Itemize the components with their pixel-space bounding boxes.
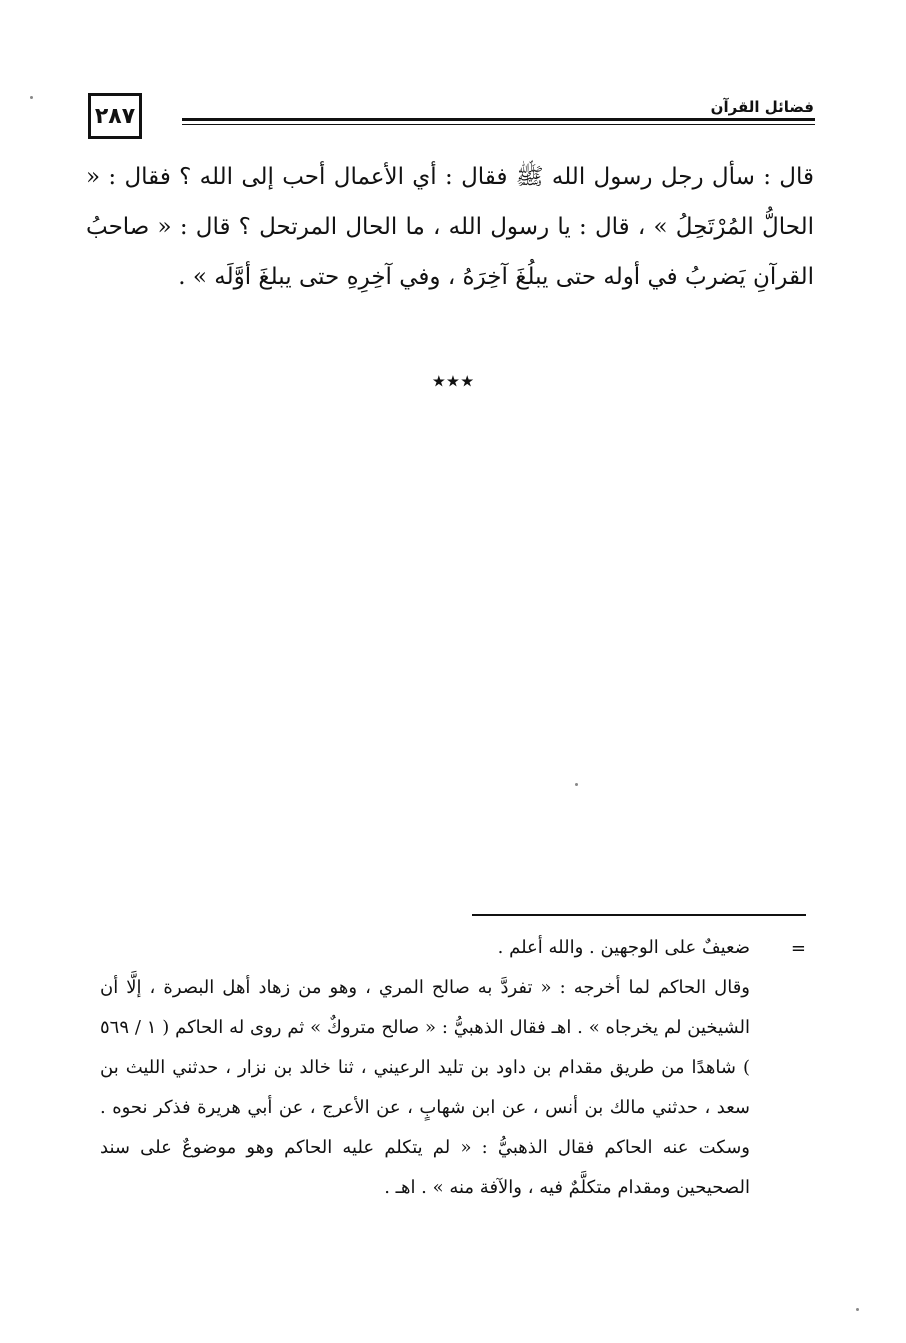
header-rule-thin xyxy=(182,124,815,125)
page-number-box xyxy=(88,93,142,139)
running-title: فضائل القرآن xyxy=(710,98,814,116)
footnote-paragraph: وقال الحاكم لما أخرجه : « تفردَّ به صالح المري ، وهو من زهاد أهل البصرة ، إلَّا أن الشيخين لم يخرجاه » . اهـ فقال الذهبيُّ : « صالح متروكٌ » ثم روى له الحاكم ( ١ / ٥٦٩ ) شاهدًا من طريق مقدام بن داود بن تليد الرعيني ، ثنا خالد بن نزار ، حدثني الليث بن سعد ، حدثني مالك بن أنس ، عن ابن شهابٍ ، عن الأعرج ، عن أبي هريرة فذكر نحوه . وسكت عنه الحاكم فقال الذهبيُّ : « لم يتكلم عليه الحاكم وهو موضوعٌ على سند الصحيحين ومقدام متكلَّمٌ فيه ، والآفة منه » . اهـ . xyxy=(100,977,751,1198)
main-paragraph: قال : سأل رجل رسول الله ﷺ فقال : أي الأعمال أحب إلى الله ؟ فقال : « الحالُّ المُرْتَحِلُ » ، قال : يا رسول الله ، ما الحال المرتحل ؟ قال : « صاحبُ القرآنِ يَضربُ في أوله حتى يبلُغَ آخِرَهُ ، وفي آخِرِهِ حتى يبلغَ أوَّلَه » . xyxy=(86,164,814,290)
page-number: ٢٨٧ xyxy=(94,103,136,129)
section-separator-stars: ٭٭٭ xyxy=(431,366,475,396)
scan-speck xyxy=(856,1308,859,1311)
scan-speck xyxy=(30,96,33,99)
footnote-paragraph: ضعيفٌ على الوجهين . والله أعلم . xyxy=(497,937,750,958)
footnote-text xyxy=(100,928,750,1208)
header-rule xyxy=(182,118,815,121)
footnote-rule xyxy=(472,914,806,916)
scan-speck xyxy=(575,783,578,786)
main-text xyxy=(86,152,814,302)
footnote-continuation-mark: = xyxy=(790,938,806,959)
